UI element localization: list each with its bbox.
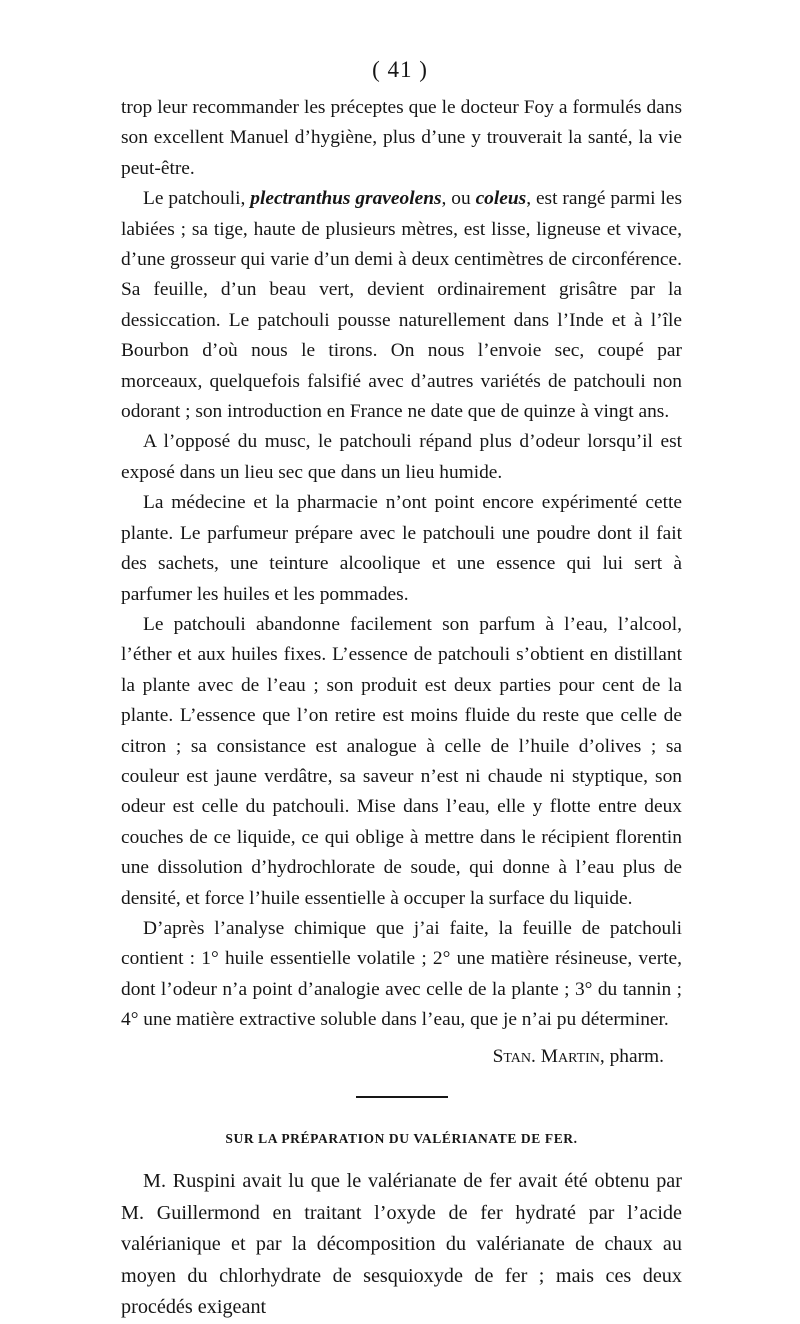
text-run: , ou [441, 188, 476, 210]
text-run: Le patchouli, [143, 188, 251, 210]
author-name: Stan. Martin [492, 1045, 600, 1067]
paragraph-medecine: La médecine et la pharmacie n’ont point encore expérimenté cette plante. Le parfumeur prépare avec le patchouli une poudre dont il fait des sachets, une teinture alcoolique et une essence qui lui sert à parfumer les huiles et les pommades. [121, 492, 682, 605]
paragraph-hygiene: trop leur recommander les préceptes que le docteur Foy a formulés dans son excellent Manuel d’hygiène, plus d’une y trouverait la santé, la vie peut-être. [121, 97, 682, 179]
paragraph-analyse: D’après l’analyse chimique que j’ai faite, la feuille de patchouli contient : 1° huile essentielle volatile ; 2° une matière résineuse, verte, dont l’odeur n’a point d’analogie avec celle de la plante ; 3° du tannin ; 4° une matière extractive soluble dans l’eau, que je n’ai pu déterminer. [121, 917, 682, 1031]
species-name: plectranthus graveolens [250, 188, 442, 210]
paragraph-essence: Le patchouli abandonne facilement son parfum à l’eau, l’alcool, l’éther et aux huiles fixes. L’essence de patchouli s’obtient en distillant la plante avec de l’eau ; son produit est deux parties pour cent de la plante. L’essence que l’on retire est moins fluide du reste que celle de citron ; sa consistance est analogue à celle de l’huile d’olives ; sa couleur est jaune verdâtre, sa saveur n’est ni chaude ni styptique, son odeur est celle du patchouli. Mise dans l’eau, elle y flotte entre deux couches de ce liquide, ce qui oblige à mettre dans le récipient florentin une dissolution d’hydrochlorate de soude, qui donne à l’eau plus de densité, et force l’huile essentielle à occuper la surface du liquide. [121, 613, 682, 909]
author-title: , pharm. [599, 1045, 664, 1067]
section-heading: SUR LA PRÉPARATION DU VALÉRIANATE DE FER. [225, 1131, 578, 1146]
signature [121, 1042, 664, 1072]
genus-name: coleus [475, 188, 527, 210]
paragraph-musc: A l’opposé du musc, le patchouli répand plus d’odeur lorsqu’il est exposé dans un lieu sec que dans un lieu humide. [121, 431, 682, 483]
text-run: , est rangé parmi les labiées ; sa tige, haute de plusieurs mètres, est lisse, ligneuse et vivace, d’une grosseur qui varie d’un demi à deux centimètres de circonférence. Sa feuille, d’un beau vert, devient ordinairement grisâtre par la dessiccation. Le patchouli pousse naturellement dans l’Inde et à l’île Bourbon d’où nous le tirons. On nous l’envoie sec, coupé par morceaux, quelquefois falsifié avec d’autres variétés de patchouli non odorant ; son introduction en France ne date que de quinze à vingt ans. [121, 188, 682, 423]
page-number: ( 41 ) [372, 57, 428, 82]
paragraph-patchouli-description [121, 184, 682, 427]
paragraph-ruspini: M. Ruspini avait lu que le valérianate de fer avait été obtenu par M. Guillermond en traitant l’oxyde de fer hydraté par l’acide valérianique et par la décomposition du valérianate de chaux au moyen du chlorhydrate de sesquioxyde de fer ; mais ces deux procédés exigeant [121, 1170, 682, 1319]
section-divider [356, 1096, 448, 1098]
page-body [121, 93, 682, 1324]
